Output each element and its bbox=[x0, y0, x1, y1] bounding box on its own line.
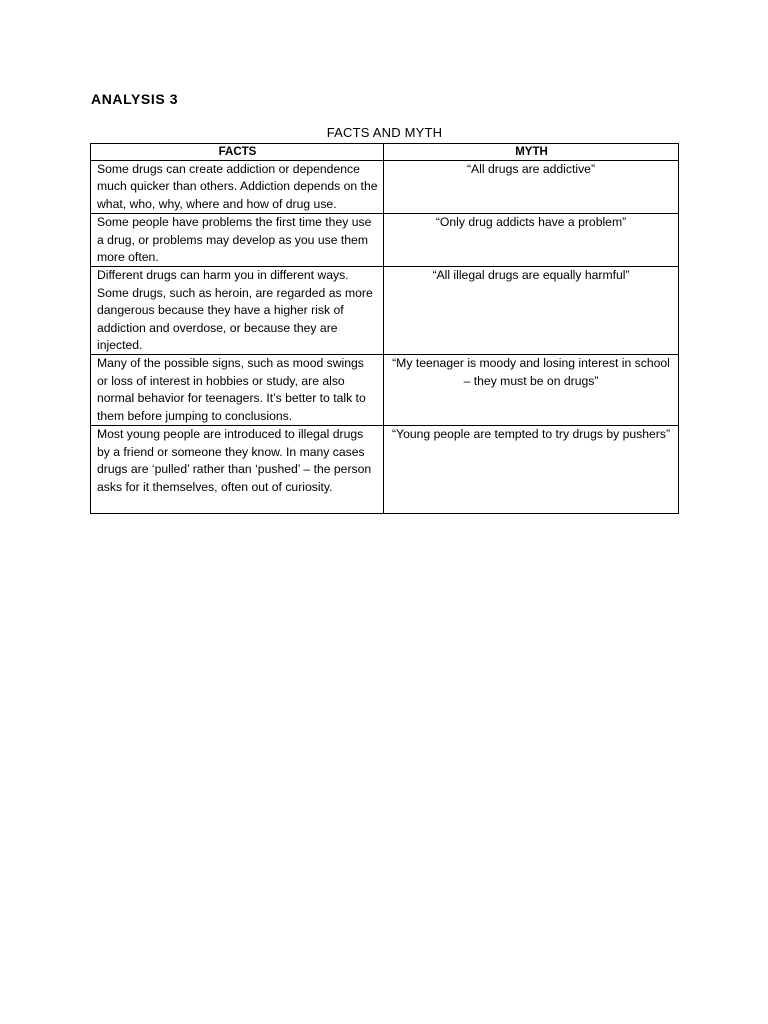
facts-column-header: FACTS bbox=[91, 144, 384, 161]
page-heading: ANALYSIS 3 bbox=[91, 91, 179, 107]
table-header-row bbox=[91, 144, 679, 161]
myth-cell: “My teenager is moody and losing interest in school – they must be on drugs” bbox=[384, 355, 679, 426]
fact-cell: Some drugs can create addiction or dependence much quicker than others. Addiction depends on the what, who, why, where and how of drug use. bbox=[91, 161, 384, 214]
table-row bbox=[91, 267, 679, 355]
table-row bbox=[91, 161, 679, 214]
table-row bbox=[91, 355, 679, 426]
fact-cell: Most young people are introduced to illegal drugs by a friend or someone they know. In many cases drugs are ‘pulled’ rather than ‘pushed’ – the person asks for it themselves, often out of curiosity. bbox=[91, 426, 384, 514]
fact-cell: Some people have problems the first time they use a drug, or problems may develop as you use them more often. bbox=[91, 214, 384, 267]
table-row bbox=[91, 426, 679, 514]
myth-cell: “All drugs are addictive” bbox=[384, 161, 679, 214]
fact-cell: Many of the possible signs, such as mood swings or loss of interest in hobbies or study, are also normal behavior for teenagers. It’s better to talk to them before jumping to conclusions. bbox=[91, 355, 384, 426]
myth-cell: “All illegal drugs are equally harmful” bbox=[384, 267, 679, 355]
myth-column-header: MYTH bbox=[384, 144, 679, 161]
facts-myth-table bbox=[90, 143, 679, 514]
table-title: FACTS AND MYTH bbox=[326, 125, 443, 140]
table-row bbox=[91, 214, 679, 267]
fact-cell: Different drugs can harm you in different ways. Some drugs, such as heroin, are regarded as more dangerous because they have a higher risk of addiction and overdose, or because they are injected. bbox=[91, 267, 384, 355]
myth-cell: “Only drug addicts have a problem” bbox=[384, 214, 679, 267]
myth-cell: “Young people are tempted to try drugs by pushers” bbox=[384, 426, 679, 514]
